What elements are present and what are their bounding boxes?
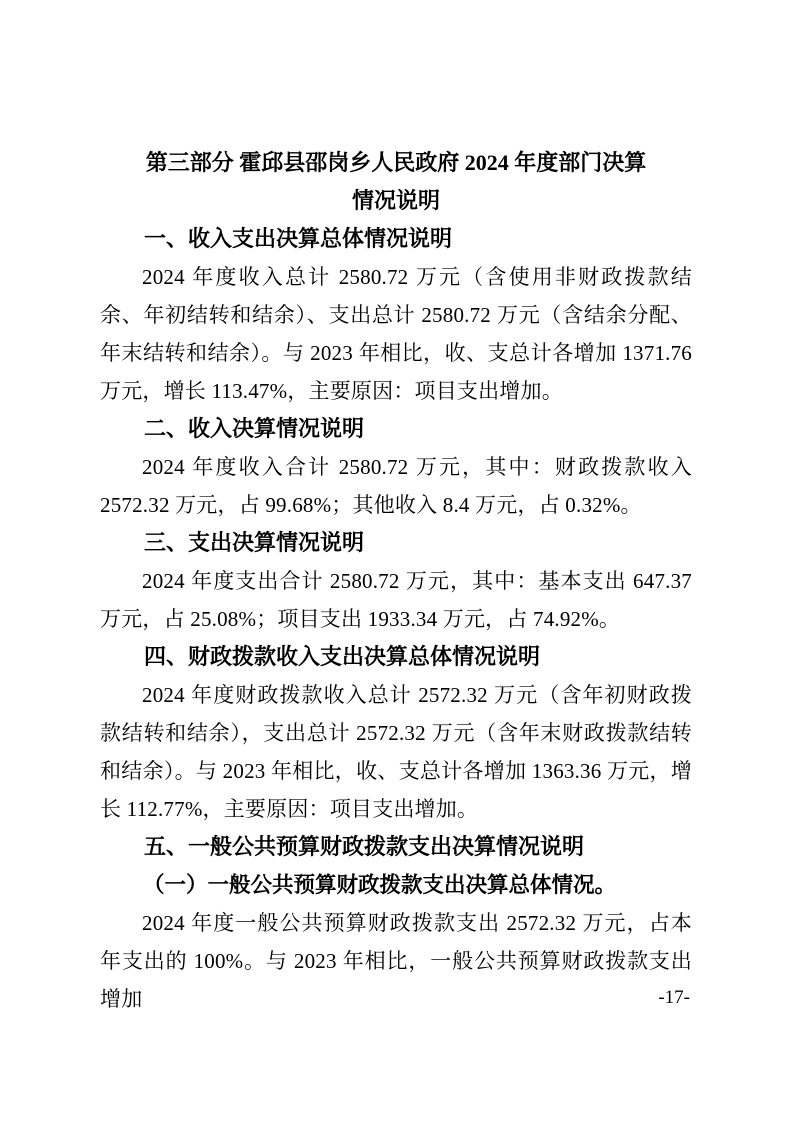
section-heading-income: 二、收入决算情况说明 [144, 416, 365, 441]
page-number: -17- [658, 987, 690, 1008]
paragraph-income-expense-overview: 2024 年度收入总计 2580.72 万元（含使用非财政拨款结余、年初结转和结余）、支出总计 2580.72 万元（含结余分配、年末结转和结余）。与 2023 年相比，收、支总计各增加 1371.76 万元，增长 113.47%，主要原因：项目支出增加。 [100, 265, 692, 403]
section-heading-income-expense-overview: 一、收入支出决算总体情况说明 [144, 226, 453, 251]
document-title [100, 144, 692, 220]
section-heading-public-budget-expense: 五、一般公共预算财政拨款支出决算情况说明 [144, 834, 585, 859]
subsection-heading-public-budget-overall: （一）一般公共预算财政拨款支出决算总体情况。 [143, 873, 617, 897]
paragraph-expense: 2024 年度支出合计 2580.72 万元，其中：基本支出 647.37 万元，占 25.08%；项目支出 1933.34 万元，占 74.92%。 [100, 569, 692, 631]
document-title-line1: 第三部分 霍邱县邵岗乡人民政府 2024 年度部门决算 [145, 150, 647, 175]
section-heading-fiscal-allocation-overview: 四、财政拨款收入支出决算总体情况说明 [144, 644, 541, 669]
paragraph-fiscal-allocation-overview: 2024 年度财政拨款收入总计 2572.32 万元（含年初财政拨款结转和结余），支出总计 2572.32 万元（含年末财政拨款结转和结余）。与 2023 年相比，收、支总计各增加 1363.36 万元，增长 112.77%，主要原因：项目支出增加。 [100, 683, 692, 821]
document-title-line2: 情况说明 [351, 188, 440, 213]
paragraph-income: 2024 年度收入合计 2580.72 万元，其中：财政拨款收入 2572.32 万元，占 99.68%；其他收入 8.4 万元，占 0.32%。 [100, 455, 692, 517]
paragraph-public-budget-expense: 2024 年度一般公共预算财政拨款支出 2572.32 万元，占本年支出的 100%。与 2023 年相比，一般公共预算财政拨款支出增加 [100, 911, 692, 1011]
section-heading-expense: 三、支出决算情况说明 [144, 530, 365, 555]
